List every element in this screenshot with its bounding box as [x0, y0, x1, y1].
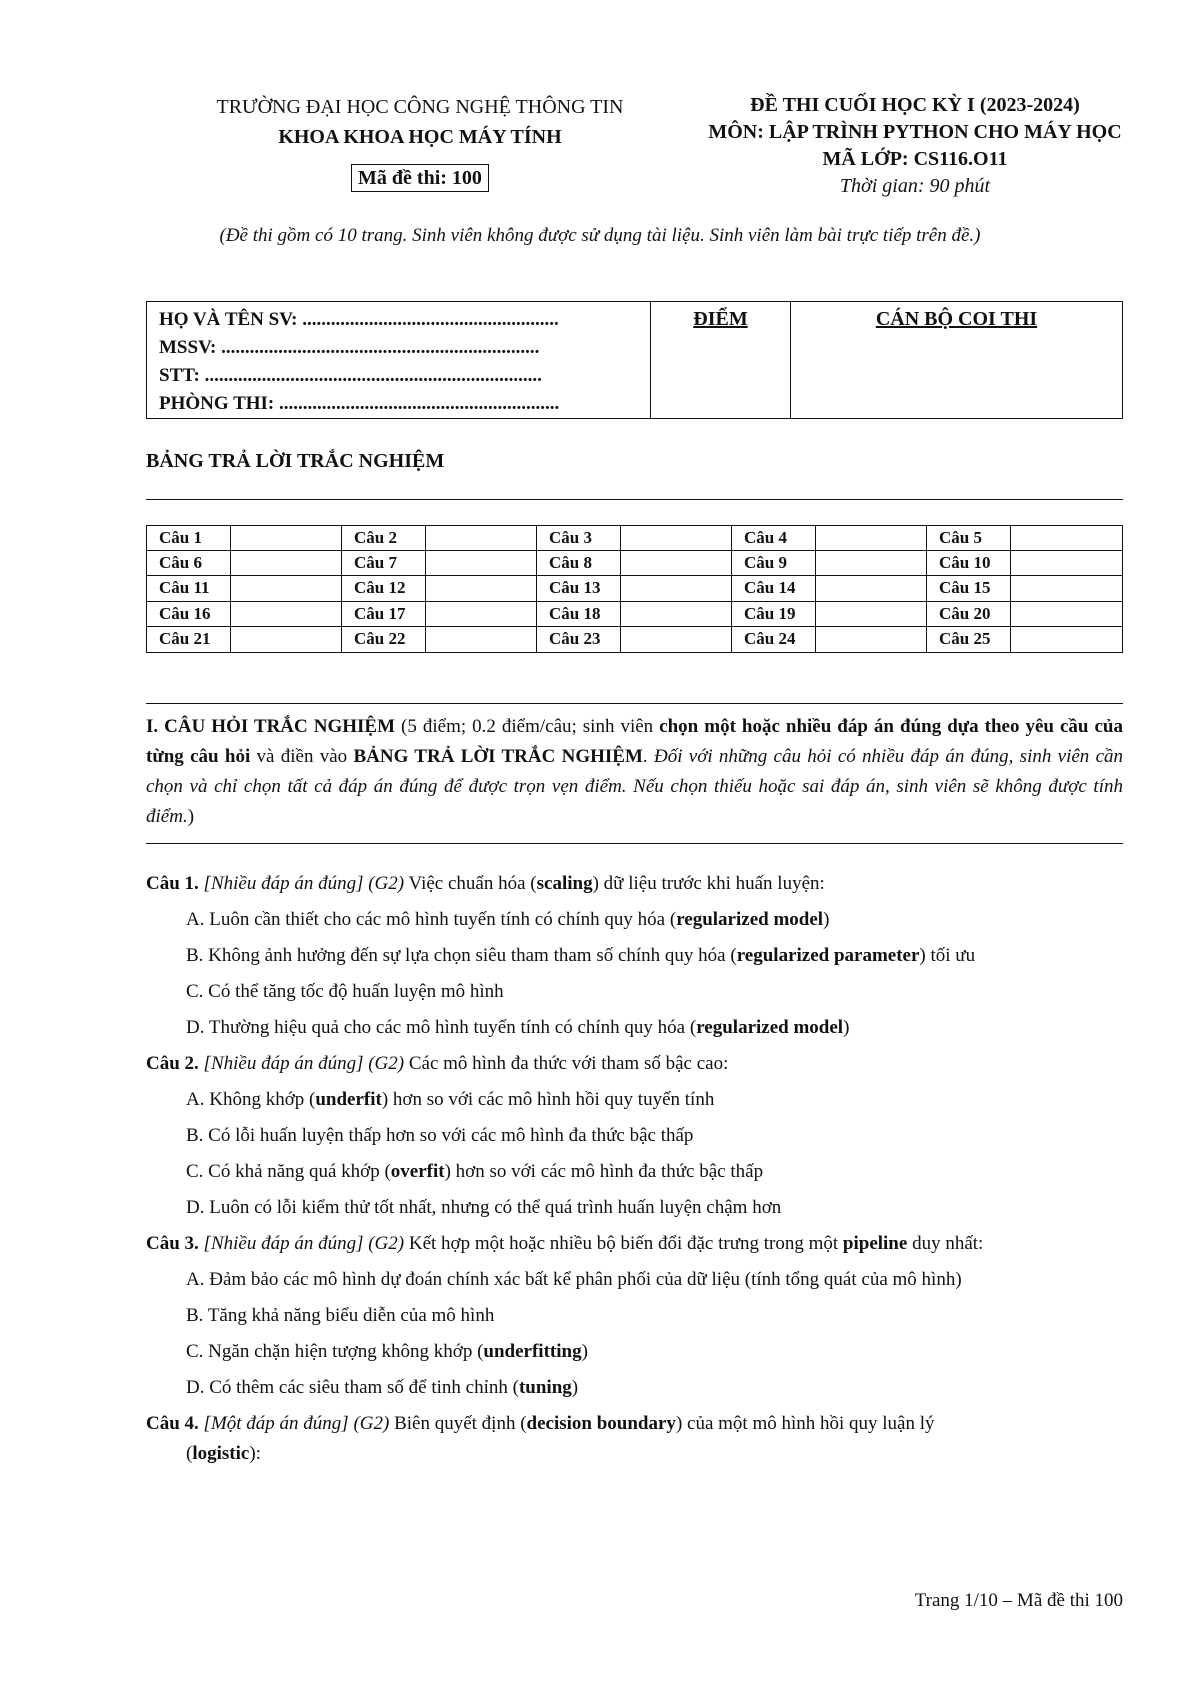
option-a — [146, 905, 1123, 935]
option-b — [146, 1121, 1123, 1151]
option-c — [146, 977, 1123, 1007]
option-text: overfit — [390, 1161, 445, 1182]
question-number: Câu 1. — [146, 873, 199, 894]
option-text: B. Tăng khả năng biểu diễn của mô hình — [186, 1305, 495, 1326]
question-text: scaling — [536, 873, 593, 894]
option-d — [146, 1013, 1123, 1043]
option-d — [146, 1373, 1123, 1403]
answer-cell[interactable] — [537, 551, 732, 576]
option-text: D. Luôn có lỗi kiểm thử tốt nhất, nhưng có thể quá trình huấn luyện chậm hơn — [186, 1197, 782, 1218]
answer-cell[interactable] — [927, 627, 1122, 652]
question-text: duy nhất: — [907, 1233, 984, 1254]
answer-label: Câu 6 — [147, 551, 231, 575]
question-4-continued — [146, 1439, 1123, 1469]
answer-label: Câu 23 — [537, 627, 621, 652]
answer-cell[interactable] — [732, 627, 927, 652]
question-text: Các mô hình đa thức với tham số bậc cao: — [404, 1053, 729, 1074]
option-text: A. Không khớp ( — [186, 1089, 316, 1110]
answer-label: Câu 24 — [732, 627, 816, 652]
question-4 — [146, 1409, 1123, 1439]
section-text: ) — [187, 806, 195, 827]
proctor-cell — [791, 302, 1122, 418]
answer-cell[interactable] — [342, 551, 537, 576]
answer-label: Câu 15 — [927, 576, 1011, 600]
answer-label: Câu 2 — [342, 526, 426, 550]
answer-label: Câu 3 — [537, 526, 621, 550]
university-name: TRƯỜNG ĐẠI HỌC CÔNG NGHỆ THÔNG TIN — [216, 96, 624, 118]
option-text: regularized model — [676, 909, 824, 930]
answer-label: Câu 8 — [537, 551, 621, 575]
answer-label: Câu 19 — [732, 602, 816, 626]
header-right — [675, 92, 1155, 200]
answer-cell[interactable] — [732, 526, 927, 551]
option-text: C. Ngăn chặn hiện tượng không khớp ( — [186, 1341, 484, 1362]
class-code: MÃ LỚP: CS116.O11 — [822, 148, 1008, 170]
section-text: . — [642, 746, 654, 767]
question-2 — [146, 1049, 1123, 1079]
section-text: Đối với những câu hỏi có nhiều đáp án đúng, sinh viên cần chọn và chỉ chọn tất cả đáp án đúng để được trọn vẹn điểm. Nếu chọn thiếu hoặc sai đáp án, sinh viên sẽ không được tính điểm. — [146, 746, 1124, 827]
question-text: ): — [249, 1443, 261, 1464]
answer-cell[interactable] — [342, 627, 537, 652]
student-order-field[interactable]: STT: ....................................................................... — [159, 365, 542, 386]
answer-cell[interactable] — [732, 576, 927, 601]
answer-sheet-title: BẢNG TRẢ LỜI TRẮC NGHIỆM — [146, 450, 445, 472]
question-text: ) của một mô hình hồi quy luận lý — [675, 1413, 935, 1434]
option-text: B. Không ảnh hưởng đến sự lựa chọn siêu tham tham số chính quy hóa ( — [186, 945, 737, 966]
answer-cell[interactable] — [147, 526, 342, 551]
header-left — [200, 92, 640, 193]
faculty-name: KHOA KHOA HỌC MÁY TÍNH — [278, 126, 562, 148]
answer-cell[interactable] — [927, 576, 1122, 601]
option-text: B. Có lỗi huấn luyện thấp hơn so với các mô hình đa thức bậc thấp — [186, 1125, 694, 1146]
answer-cell[interactable] — [537, 576, 732, 601]
option-text: C. Có khả năng quá khớp ( — [186, 1161, 391, 1182]
option-text: regularized model — [696, 1017, 844, 1038]
score-cell — [651, 302, 791, 418]
option-text: ) tối ưu — [919, 945, 976, 966]
answer-cell[interactable] — [147, 627, 342, 652]
answer-label: Câu 11 — [147, 576, 231, 600]
student-id-field[interactable]: MSSV: ................................................................... — [159, 337, 540, 358]
question-number: Câu 2. — [146, 1053, 199, 1074]
exam-duration: Thời gian: 90 phút — [839, 175, 991, 197]
option-text: ) hơn so với các mô hình đa thức bậc thấp — [444, 1161, 764, 1182]
answer-label: Câu 7 — [342, 551, 426, 575]
answer-cell[interactable] — [927, 602, 1122, 627]
option-text: tuning — [518, 1377, 572, 1398]
question-tag: [Nhiều đáp án đúng] (G2) — [198, 1053, 405, 1074]
answer-cell[interactable] — [342, 576, 537, 601]
option-text: D. Thường hiệu quả cho các mô hình tuyến tính có chính quy hóa ( — [186, 1017, 697, 1038]
question-text: Biên quyết định ( — [389, 1413, 527, 1434]
option-text: regularized parameter — [736, 945, 920, 966]
answer-label: Câu 17 — [342, 602, 426, 626]
question-tag: [Một đáp án đúng] (G2) — [198, 1413, 390, 1434]
option-text: underfit — [315, 1089, 382, 1110]
score-header: ĐIỂM — [693, 308, 748, 330]
section-text: chọn một hoặc nhiều đáp án đúng dựa theo yêu cầu của từng câu hỏi — [146, 716, 1123, 767]
answer-label: Câu 21 — [147, 627, 231, 652]
option-b — [146, 941, 1123, 971]
answer-label: Câu 9 — [732, 551, 816, 575]
question-tag: [Nhiều đáp án đúng] (G2) — [198, 873, 405, 894]
option-c — [146, 1157, 1123, 1187]
answer-label: Câu 20 — [927, 602, 1011, 626]
answer-label: Câu 16 — [147, 602, 231, 626]
answer-cell[interactable] — [342, 602, 537, 627]
student-info-table — [146, 301, 1123, 419]
answer-label: Câu 5 — [927, 526, 1011, 550]
divider — [146, 703, 1123, 704]
subject-name: MÔN: LẬP TRÌNH PYTHON CHO MÁY HỌC — [708, 121, 1122, 143]
page-footer: Trang 1/10 – Mã đề thi 100 — [914, 1590, 1123, 1611]
answer-label: Câu 25 — [927, 627, 1011, 652]
option-text: ) — [843, 1017, 850, 1038]
answer-cell[interactable] — [147, 602, 342, 627]
option-text: D. Có thêm các siêu tham số để tinh chỉnh ( — [186, 1377, 519, 1398]
answer-cell[interactable] — [732, 602, 927, 627]
exam-title: ĐỀ THI CUỐI HỌC KỲ I (2023-2024) — [750, 94, 1080, 116]
answer-cell[interactable] — [342, 526, 537, 551]
question-number: Câu 4. — [146, 1413, 199, 1434]
option-a — [146, 1085, 1123, 1115]
answer-label: Câu 14 — [732, 576, 816, 600]
answer-cell[interactable] — [537, 627, 732, 652]
question-text: ) dữ liệu trước khi huấn luyện: — [592, 873, 825, 894]
section-text: BẢNG TRẢ LỜI TRẮC NGHIỆM — [353, 746, 643, 767]
option-text: ) — [571, 1377, 579, 1398]
divider — [146, 843, 1123, 844]
option-b — [146, 1301, 1123, 1331]
question-text: Việc chuẩn hóa ( — [404, 873, 537, 894]
option-text: C. Có thể tăng tốc độ huấn luyện mô hình — [186, 981, 504, 1002]
question-text: Kết hợp một hoặc nhiều bộ biến đổi đặc trưng trong một — [404, 1233, 843, 1254]
option-a — [146, 1265, 1123, 1295]
question-1 — [146, 869, 1123, 899]
exam-notice: (Đề thi gồm có 10 trang. Sinh viên không được sử dụng tài liệu. Sinh viên làm bài trực tiếp trên đề.) — [219, 225, 981, 246]
answer-cell[interactable] — [147, 551, 342, 576]
exam-code-box: Mã đề thi: 100 — [351, 164, 489, 192]
question-text: pipeline — [842, 1233, 908, 1254]
question-list — [146, 869, 1123, 1475]
student-fields — [147, 302, 651, 418]
section-text: (5 điểm; 0.2 điểm/câu; sinh viên — [395, 716, 660, 737]
option-text: ) hơn so với các mô hình hồi quy tuyến tính — [381, 1089, 715, 1110]
exam-room-field[interactable]: PHÒNG THI: ........................................................... — [159, 393, 560, 414]
answer-cell[interactable] — [147, 576, 342, 601]
question-text: logistic — [192, 1443, 250, 1464]
answer-label: Câu 4 — [732, 526, 816, 550]
divider — [146, 499, 1123, 500]
answer-label: Câu 22 — [342, 627, 426, 652]
question-text: ( — [186, 1443, 193, 1464]
answer-label: Câu 13 — [537, 576, 621, 600]
option-c — [146, 1337, 1123, 1367]
answer-cell[interactable] — [927, 551, 1122, 576]
answer-grid — [146, 525, 1123, 653]
answer-cell[interactable] — [537, 526, 732, 551]
option-d — [146, 1193, 1123, 1223]
option-text: A. Luôn cần thiết cho các mô hình tuyến tính có chính quy hóa ( — [186, 909, 677, 930]
answer-label: Câu 10 — [927, 551, 1011, 575]
answer-cell[interactable] — [537, 602, 732, 627]
proctor-header: CÁN BỘ COI THI — [875, 308, 1038, 330]
answer-cell[interactable] — [927, 526, 1122, 551]
question-3 — [146, 1229, 1123, 1259]
section-text: và điền vào — [250, 746, 354, 767]
option-text: ) — [581, 1341, 588, 1362]
option-text: ) — [823, 909, 830, 930]
question-number: Câu 3. — [146, 1233, 199, 1254]
option-text: underfitting — [483, 1341, 582, 1362]
question-text: decision boundary — [526, 1413, 676, 1434]
question-tag: [Nhiều đáp án đúng] (G2) — [198, 1233, 405, 1254]
section-title: I. CÂU HỎI TRẮC NGHIỆM — [146, 716, 396, 737]
answer-cell[interactable] — [732, 551, 927, 576]
section-instructions — [146, 712, 1123, 832]
answer-label: Câu 18 — [537, 602, 621, 626]
answer-label: Câu 1 — [147, 526, 231, 550]
student-name-field[interactable]: HỌ VÀ TÊN SV: ...................................................... — [159, 309, 559, 330]
answer-label: Câu 12 — [342, 576, 426, 600]
option-text: A. Đảm bảo các mô hình dự đoán chính xác bất kể phân phối của dữ liệu (tính tổng quát của mô hình) — [186, 1269, 962, 1290]
